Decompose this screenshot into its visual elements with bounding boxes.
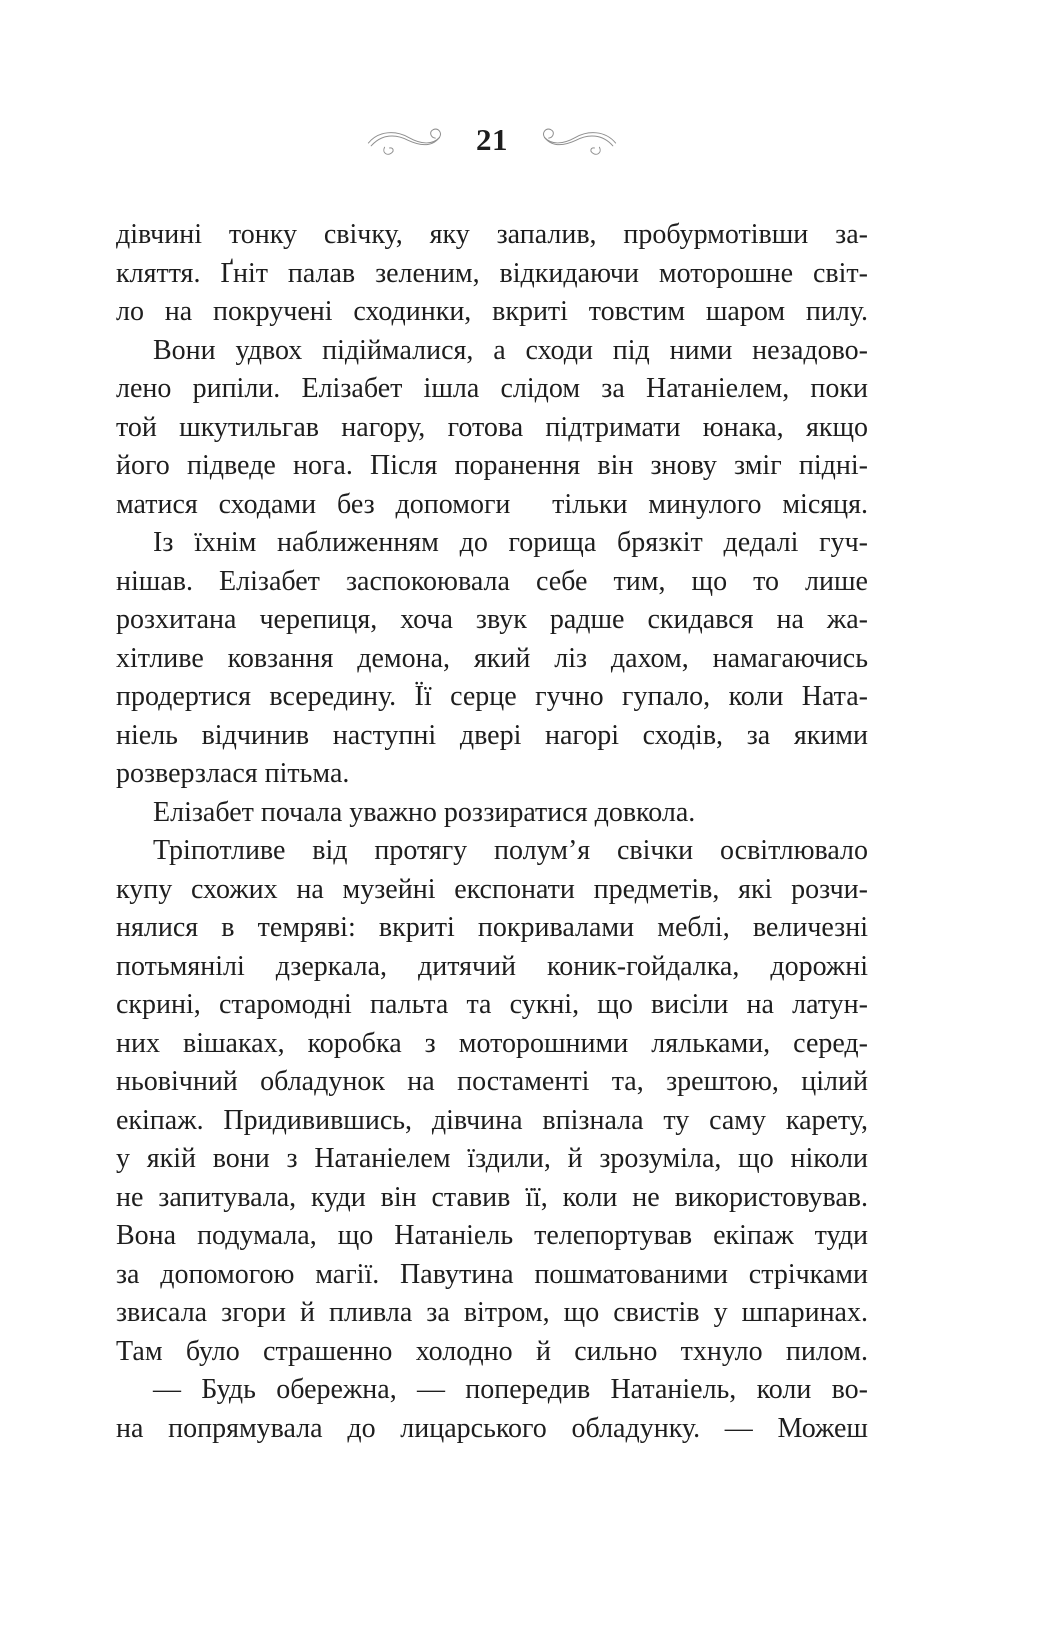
text-line: — Будь обережна, — попередив Натаніель, коли во- bbox=[153, 1374, 868, 1405]
text-line: розверзлася пітьма. bbox=[116, 758, 350, 789]
text-line: його підведе нога. Після поранення він знову зміг підні- bbox=[116, 450, 868, 481]
text-line: лено рипіли. Елізабет ішла слідом за Натаніелем, поки bbox=[116, 373, 868, 404]
text-line: скрині, старомодні пальта та сукні, що висіли на латун- bbox=[116, 989, 868, 1020]
text-line: ніель відчинив наступні двері нагорі сходів, за якими bbox=[116, 719, 868, 751]
text-line: нішав. Елізабет заспокоювала себе тим, що то лише bbox=[116, 565, 868, 597]
paragraph bbox=[116, 794, 868, 833]
text-line: ло на покручені сходинки, вкриті товстим шаром пилу. bbox=[116, 296, 868, 327]
paragraph bbox=[116, 1371, 868, 1448]
flourish-right-icon bbox=[540, 124, 618, 155]
text-line: потьмянілі дзеркала, дитячий коник-гойдалка, дорожні bbox=[116, 950, 868, 982]
flourish-left-icon bbox=[366, 124, 444, 155]
paragraph bbox=[116, 332, 868, 525]
text-line: не запитувала, куди він ставив її, коли не використовував. bbox=[116, 1181, 868, 1213]
text-line: на попрямувала до лицарського обладунку. — Можеш bbox=[116, 1412, 868, 1444]
text-line: нялися в темряві: вкриті покривалами меблі, величезні bbox=[116, 912, 868, 943]
text-line: розхитана черепиця, хоча звук радше скидався на жа- bbox=[116, 604, 868, 635]
text-line: Тріпотливе від протягу полум’я свічки освітлювало bbox=[153, 835, 868, 866]
text-line: дівчині тонку свічку, яку запалив, пробурмотівши за- bbox=[116, 219, 868, 250]
text-line: матися сходами без допомоги тільки минулого місяця. bbox=[116, 488, 868, 520]
text-block bbox=[116, 216, 868, 1448]
paragraph bbox=[116, 524, 868, 794]
text-line: Вони удвох підіймалися, а сходи під ними незадово- bbox=[153, 334, 868, 366]
text-line: звисала згори й пливла за вітром, що свистів у шпаринах. bbox=[116, 1297, 868, 1328]
text-line: продертися всередину. Її серце гучно гупало, коли Ната- bbox=[116, 681, 868, 712]
paragraph bbox=[116, 832, 868, 1371]
text-line: за допомогою магії. Павутина пошматованими стрічками bbox=[116, 1258, 868, 1290]
text-line: Елізабет почала уважно роззиратися довкола. bbox=[153, 796, 696, 828]
text-line: хітливе ковзання демона, який ліз дахом, намагаючись bbox=[116, 642, 868, 674]
text-line: у якій вони з Натаніелем їздили, й зрозуміла, що ніколи bbox=[116, 1143, 868, 1174]
text-line: них вішаках, коробка з моторошними ляльками, серед- bbox=[116, 1027, 868, 1059]
text-line: Там було страшенно холодно й сильно тхнуло пилом. bbox=[116, 1335, 868, 1367]
text-line: кляття. Ґніт палав зеленим, відкидаючи моторошне світ- bbox=[116, 257, 868, 289]
running-head bbox=[116, 118, 868, 160]
text-line: Вона подумала, що Натаніель телепортував екіпаж туди bbox=[116, 1220, 868, 1251]
text-line: купу схожих на музейні експонати предметів, які розчи- bbox=[116, 873, 868, 905]
page-number: 21 bbox=[476, 121, 508, 157]
text-line: Із їхнім наближенням до горища брязкіт дедалі гуч- bbox=[153, 527, 868, 558]
text-line: екіпаж. Придивившись, дівчина впізнала ту саму карету, bbox=[116, 1104, 868, 1136]
text-line: ньовічний обладунок на постаменті та, зрештою, цілий bbox=[116, 1066, 868, 1097]
text-line: той шкутильгав нагору, готова підтримати юнака, якщо bbox=[116, 411, 868, 443]
paragraph bbox=[116, 216, 868, 332]
